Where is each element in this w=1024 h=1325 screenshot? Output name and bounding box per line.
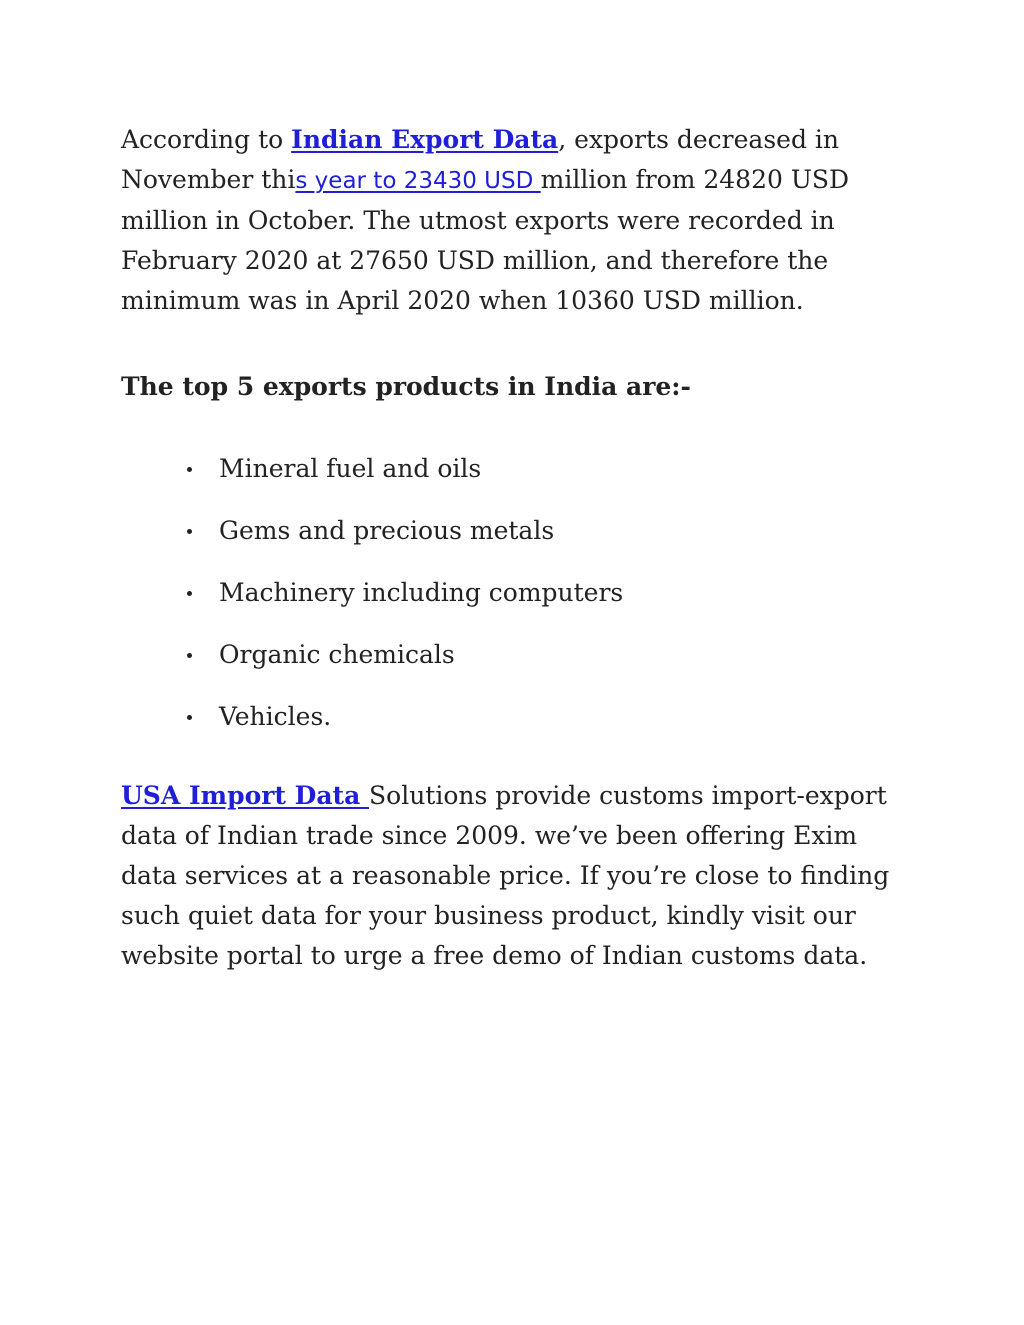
list-item-label: Machinery including computers bbox=[219, 578, 624, 607]
list-item bbox=[187, 511, 911, 573]
export-products-list bbox=[121, 449, 911, 759]
list-item-label: Mineral fuel and oils bbox=[219, 454, 482, 483]
list-item-label: Organic chemicals bbox=[219, 640, 455, 669]
list-item bbox=[187, 573, 911, 635]
list-item bbox=[187, 697, 911, 759]
list-item bbox=[187, 449, 911, 511]
list-item-label: Vehicles. bbox=[219, 702, 332, 731]
usd-figure-link[interactable]: s year to 23430 USD bbox=[295, 168, 541, 194]
document-page bbox=[121, 120, 911, 976]
outro-paragraph bbox=[121, 776, 911, 976]
bullet-icon bbox=[187, 529, 192, 534]
outro-text: Solutions provide customs import-export data of Indian trade since 2009. we’ve been offering Exim data services at a reasonable price. If you’re close to finding such quiet data for your business product, kindly visit our website portal to urge a free demo of Indian customs data. bbox=[121, 781, 890, 970]
list-item-label: Gems and precious metals bbox=[219, 516, 555, 545]
intro-text-3: million from 24820 USD million in October. The utmost exports were recorded in February 2020 at 27650 USD million, and therefore the minimum was in April 2020 when 10360 USD million. bbox=[121, 165, 850, 315]
usa-import-data-link[interactable]: USA Import Data bbox=[121, 781, 370, 810]
section-heading: The top 5 exports products in India are:- bbox=[121, 372, 691, 401]
bullet-icon bbox=[187, 467, 192, 472]
bullet-icon bbox=[187, 715, 192, 720]
intro-text-1: According to bbox=[121, 125, 292, 154]
intro-paragraph bbox=[121, 120, 911, 321]
bullet-icon bbox=[187, 653, 192, 658]
bullet-icon bbox=[187, 591, 192, 596]
intro-text-2: , exports decreased in November thi bbox=[121, 125, 839, 194]
list-item bbox=[187, 635, 911, 697]
indian-export-data-link[interactable]: Indian Export Data bbox=[291, 125, 559, 154]
